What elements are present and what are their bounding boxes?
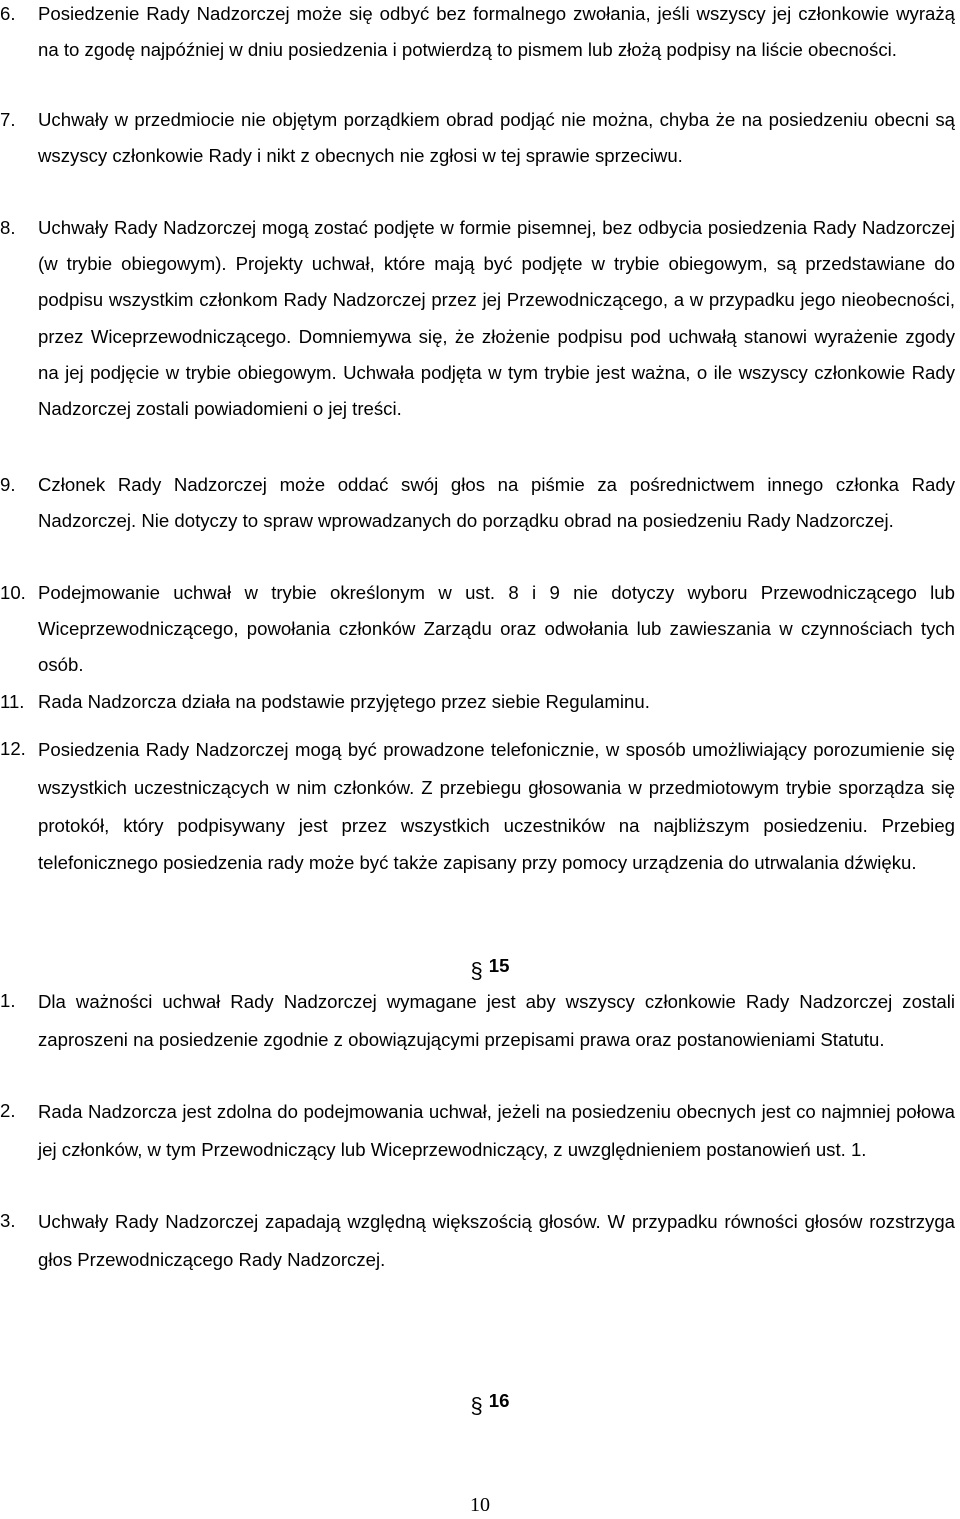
page-number: 10: [470, 1494, 490, 1516]
item-number: 7.: [0, 109, 16, 130]
section-number: 16: [488, 1390, 510, 1411]
item-number: 6.: [0, 3, 16, 24]
item-text: Rada Nadzorcza działa na podstawie przyjętego przez siebie Regulaminu.: [38, 691, 650, 712]
item-number: 8.: [0, 217, 16, 238]
section-number: 15: [488, 955, 510, 976]
item-number: 1.: [0, 990, 16, 1011]
item-number: 11.: [0, 691, 25, 712]
item-text: Uchwały Rady Nadzorczej zapadają względną większością głosów. W przypadku równości głosów rozstrzyga głos Przewodniczącego Rady Nadzorczej.: [38, 1211, 955, 1270]
item-text: Dla ważności uchwał Rady Nadzorczej wymagane jest aby wszyscy członkowie Rady Nadzorczej zostali zaproszeni na posiedzenie zgodnie z obowiązującymi przepisami prawa oraz postanowieniami Statutu.: [38, 991, 955, 1050]
section-symbol: §: [470, 958, 483, 983]
item-text: Uchwały w przedmiocie nie objętym porządkiem obrad podjąć nie można, chyba że na posiedzeniu obecni są wszyscy członkowie Rady i nikt z obecnych nie zgłosi w tej sprawie sprzeciwu.: [38, 109, 955, 167]
item-number: 2.: [0, 1100, 16, 1121]
item-text: Podejmowanie uchwał w trybie określonym w ust. 8 i 9 nie dotyczy wyboru Przewodniczącego lub Wiceprzewodniczącego, powołania członków Zarządu oraz odwołania lub zawieszania w czynnościach tych osób.: [38, 582, 955, 676]
section-symbol: §: [470, 1393, 483, 1418]
item-number: 9.: [0, 474, 16, 495]
item-text: Uchwały Rady Nadzorczej mogą zostać podjęte w formie pisemnej, bez odbycia posiedzenia Rady Nadzorczej (w trybie obiegowym). Projekty uchwał, które mają być podjęte w trybie obiegowym, są przedstawiane do podpisu wszystkim członkom Rady Nadzorczej przez jej Przewodniczącego, a w przypadku jego nieobecności, przez Wiceprzewodniczącego. Domniemywa się, że złożenie podpisu pod uchwałą stanowi wyrażenie zgody na jej podjęcie w trybie obiegowym. Uchwała podjęta w tym trybie jest ważna, o ile wszyscy członkowie Rady Nadzorczej zostali powiadomieni o jej treści.: [38, 217, 955, 420]
item-text: Posiedzenie Rady Nadzorczej może się odbyć bez formalnego zwołania, jeśli wszyscy jej członkowie wyrażą na to zgodę najpóźniej w dniu posiedzenia i potwierdzą to pismem lub złożą podpisy na liście obecności.: [38, 3, 955, 61]
item-text: Członek Rady Nadzorczej może oddać swój głos na piśmie za pośrednictwem innego członka Rady Nadzorczej. Nie dotyczy to spraw wprowadzanych do porządku obrad na posiedzeniu Rady Nadzorczej.: [38, 474, 955, 532]
section-heading-15: [440, 955, 540, 984]
section-heading-16: [440, 1390, 540, 1419]
item-text: Rada Nadzorcza jest zdolna do podejmowania uchwał, jeżeli na posiedzeniu obecnych jest co najmniej połowa jej członków, w tym Przewodniczący lub Wiceprzewodniczący, z uwzględnieniem postanowień ust. 1.: [38, 1101, 955, 1160]
item-text: Posiedzenia Rady Nadzorczej mogą być prowadzone telefonicznie, w sposób umożliwiający porozumienie się wszystkich uczestniczących w nim członków. Z przebiegu głosowania w przedmiotowym trybie sporządza się protokół, który podpisywany jest przez wszystkich uczestników na najbliższym posiedzeniu. Przebieg telefonicznego posiedzenia rady może być także zapisany przy pomocy urządzenia do utrwalania dźwięku.: [38, 739, 955, 874]
item-number: 10.: [0, 582, 26, 603]
item-number: 3.: [0, 1210, 16, 1231]
item-number: 12.: [0, 738, 26, 759]
